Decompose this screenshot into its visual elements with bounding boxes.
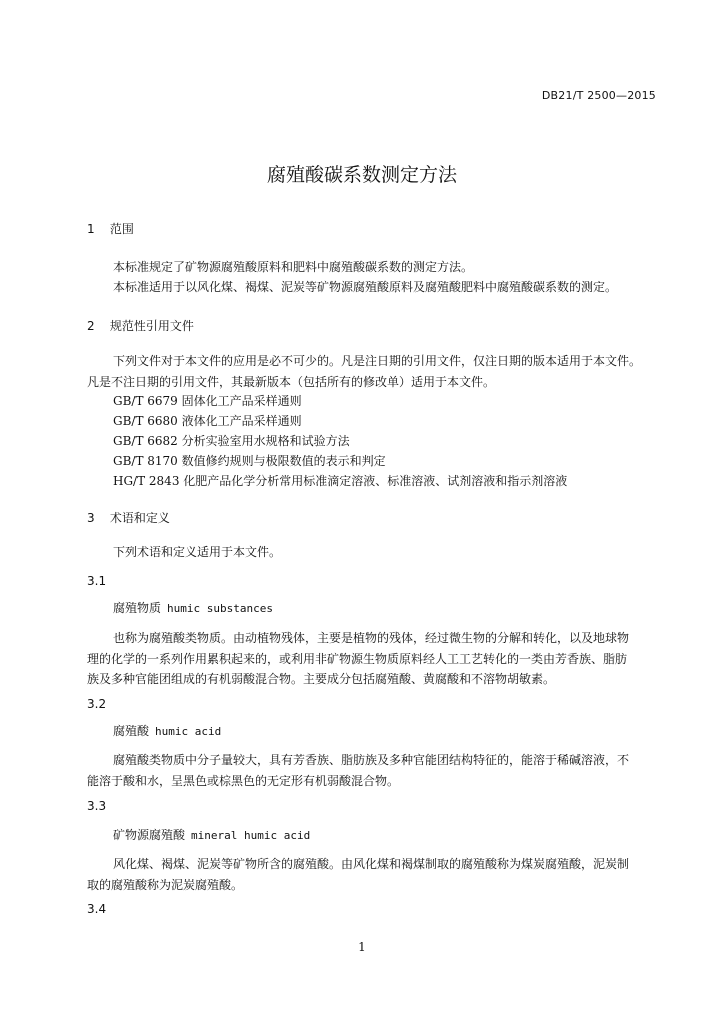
term-zh: 矿物源腐殖酸	[113, 828, 186, 842]
term-en: mineral humic acid	[191, 829, 311, 842]
term-zh: 腐殖酸	[113, 724, 150, 738]
reference-title: 液体化工产品采样通则	[181, 414, 302, 428]
reference-code: GB/T 8170	[113, 454, 178, 468]
reference-title: 数值修约规则与极限数值的表示和判定	[181, 454, 386, 468]
section-number: 1	[87, 222, 95, 236]
definition-line: 能溶于酸和水，呈黑色或棕黑色的无定形有机弱酸混合物。	[87, 774, 400, 788]
term-entry	[113, 722, 221, 739]
reference-item	[113, 452, 386, 469]
reference-item	[113, 432, 350, 449]
paragraph: 下列术语和定义适用于本文件。	[113, 545, 282, 559]
reference-item	[113, 392, 302, 409]
term-number: 3.3	[87, 799, 107, 813]
section-number: 2	[87, 319, 95, 333]
section-title: 术语和定义	[109, 511, 170, 525]
section-1-heading	[87, 220, 134, 237]
paragraph: 凡是不注日期的引用文件，其最新版本（包括所有的修改单）适用于本文件。	[87, 375, 496, 389]
term-number: 3.4	[87, 902, 107, 916]
reference-code: GB/T 6682	[113, 434, 178, 448]
reference-title: 化肥产品化学分析常用标准滴定溶液、标准溶液、试剂溶液和指示剂溶液	[183, 474, 568, 488]
term-en: humic substances	[167, 602, 273, 615]
section-title: 规范性引用文件	[109, 319, 194, 333]
term-entry	[113, 599, 273, 616]
definition-line: 族及多种官能团组成的有机弱酸混合物。主要成分包括腐殖酸、黄腐酸和不溶物胡敏素。	[87, 672, 556, 686]
term-number: 3.1	[87, 574, 107, 588]
definition-line: 取的腐殖酸称为泥炭腐殖酸。	[87, 878, 244, 892]
reference-item	[113, 412, 302, 429]
definition-line: 腐殖酸类物质中分子量较大，具有芳香族、脂肪族及多种官能团结构特征的，能溶于稀碱溶液，不	[113, 753, 630, 767]
paragraph: 本标准适用于以风化煤、褐煤、泥炭等矿物源腐殖酸原料及腐殖酸肥料中腐殖酸碳系数的测定。	[113, 280, 618, 294]
reference-code: HG/T 2843	[113, 474, 180, 488]
reference-title: 固体化工产品采样通则	[181, 394, 302, 408]
reference-item	[113, 472, 567, 489]
paragraph: 下列文件对于本文件的应用是必不可少的。凡是注日期的引用文件，仅注日期的版本适用于本文件。	[113, 354, 642, 368]
definition-line: 风化煤、褐煤、泥炭等矿物所含的腐殖酸。由风化煤和褐煤制取的腐殖酸称为煤炭腐殖酸，泥炭制	[113, 857, 630, 871]
term-en: humic acid	[155, 725, 222, 738]
reference-code: GB/T 6680	[113, 414, 178, 428]
page-number: 1	[358, 940, 366, 954]
paragraph: 本标准规定了矿物源腐殖酸原料和肥料中腐殖酸碳系数的测定方法。	[113, 260, 474, 274]
term-zh: 腐殖物质	[113, 601, 162, 615]
reference-title: 分析实验室用水规格和试验方法	[181, 434, 350, 448]
term-entry	[113, 826, 310, 843]
section-3-heading	[87, 509, 170, 526]
document-title: 腐殖酸碳系数测定方法	[266, 164, 457, 186]
section-2-heading	[87, 317, 194, 334]
section-number: 3	[87, 511, 95, 525]
section-title: 范围	[109, 222, 134, 236]
reference-code: GB/T 6679	[113, 394, 178, 408]
definition-line: 理的化学的一系列作用累积起来的，或利用非矿物源生物质原料经人工工艺转化的一类由芳香族、脂肪	[87, 652, 628, 666]
definition-line: 也称为腐殖酸类物质。由动植物残体，主要是植物的残体，经过微生物的分解和转化，以及地球物	[113, 631, 630, 645]
document-code: DB21/T 2500—2015	[541, 89, 656, 102]
term-number: 3.2	[87, 697, 107, 711]
